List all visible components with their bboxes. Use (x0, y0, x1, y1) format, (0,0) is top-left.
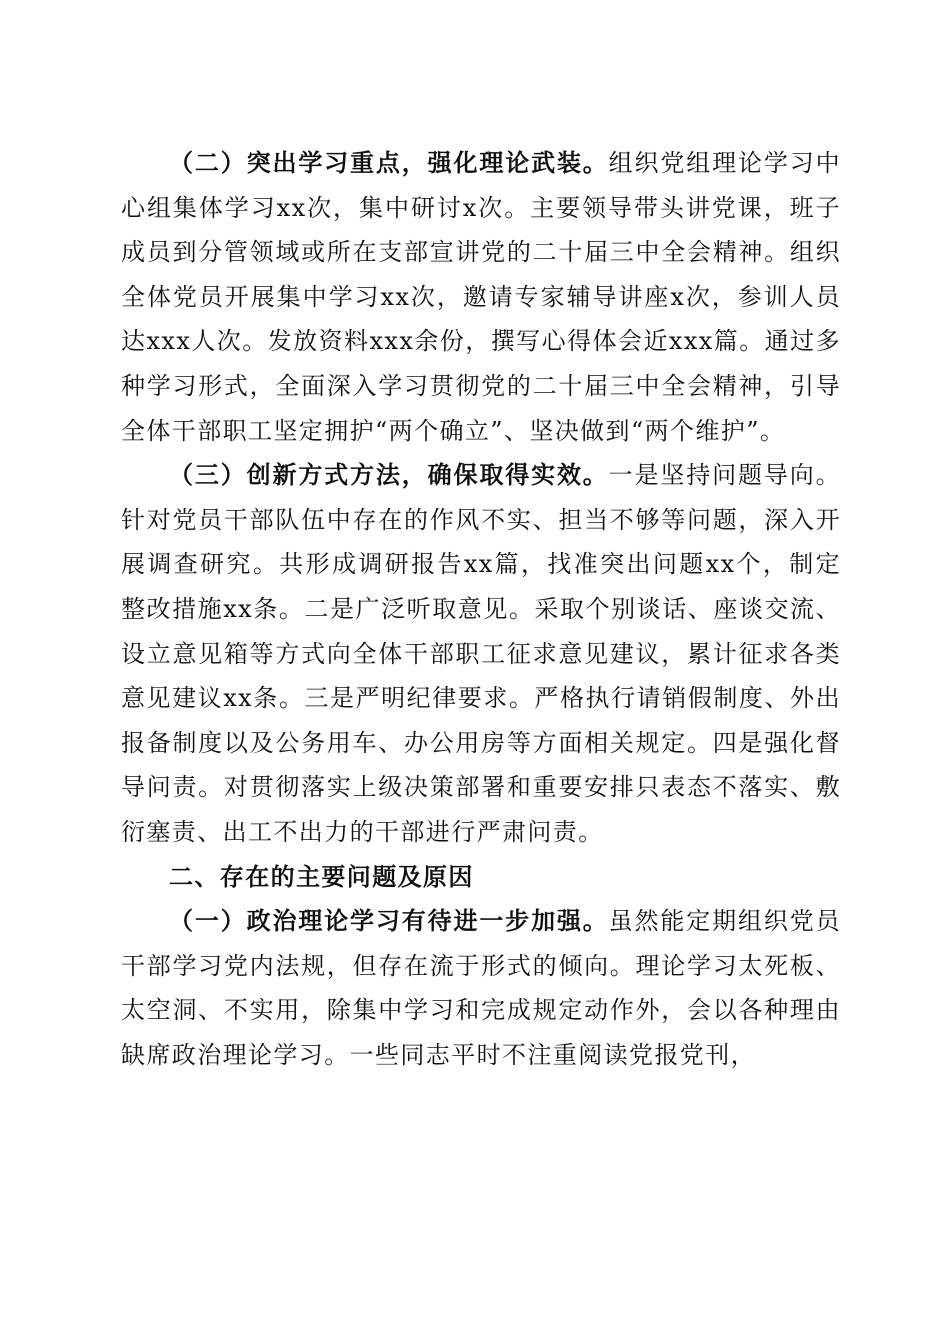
paragraph-lead: （三）创新方式方法，确保取得实效。 (169, 460, 609, 490)
paragraph-innovation-methods (121, 453, 841, 854)
paragraph-lead: （二）突出学习重点，强化理论武装。 (169, 148, 609, 177)
paragraph-lead: （一）政治理论学习有待进一步加强。 (169, 906, 609, 936)
paragraph-political-study (121, 899, 841, 1077)
paragraph-text: 虽然能定期组织党员干部学习党内法规，但存在流于形式的倾向。理论学习太死板、太空洞、不实用，除集中学习和完成规定动作外，会以各种理由缺席政治理论学习。一些同志平时不注重阅读党报党刊， (121, 907, 841, 1069)
section-heading: 二、存在的主要问题及原因 (169, 862, 474, 891)
paragraph-text: 组织党组理论学习中心组集体学习xx次，集中研讨x次。主要领导带头讲党课，班子成员到分管领域或所在支部宣讲党的二十届三中全会精神。组织全体党员开展集中学习xx次，邀请专家辅导讲座x次，参训人员达xxx人次。发放资料xxx余份，撰写心得体会近xxx篇。通过多种学习形式，全面深入学习贯彻党的二十届三中全会精神，引导全体干部职工坚定拥护“两个确立”、坚决做到“两个维护”。 (121, 149, 841, 445)
paragraph-text: 一是坚持问题导向。针对党员干部队伍中存在的作风不实、担当不够等问题，深入开展调查研究。共形成调研报告xx篇，找准突出问题xx个，制定整改措施xx条。二是广泛听取意见。采取个别谈话、座谈交流、设立意见箱等方式向全体干部职工征求意见建议，累计征求各类意见建议xx条。三是严明纪律要求。严格执行请销假制度、外出报备制度以及公务用车、办公用房等方面相关规定。四是强化督导问责。对贯彻落实上级决策部署和重要安排只表态不落实、敷衍塞责、出工不出力的干部进行严肃问责。 (121, 461, 841, 846)
paragraph-study-focus (121, 141, 841, 453)
document-body (121, 141, 841, 1077)
